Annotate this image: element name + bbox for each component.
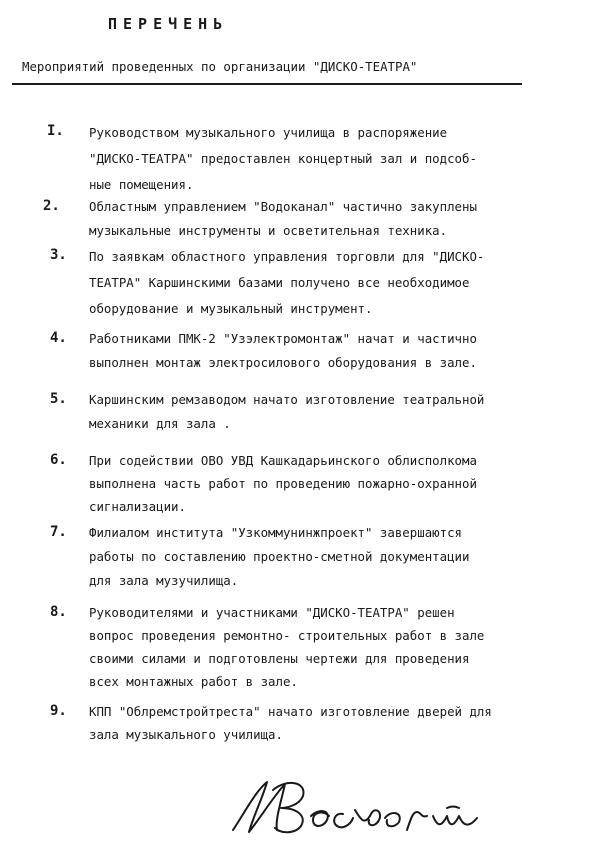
item-text: Руководством музыкального училища в распоряжение "ДИСКО-ТЕАТРА" предоставлен концертный зал и подсоб- ные помещения. — [89, 125, 477, 192]
document-subtitle: Мероприятий проведенных по организации "ДИСКО-ТЕАТРА" — [22, 59, 418, 74]
item-number: I. — [47, 123, 64, 139]
item-number: 7. — [50, 524, 67, 540]
item-text: Областным управлением "Водоканал" частично закуплены музыкальные инструменты и осветительная техника. — [89, 199, 477, 238]
item-number: 9. — [50, 703, 67, 719]
item-number: 8. — [50, 604, 67, 620]
item-text: При содействии ОВО УВД Кашкадарьинского облисполкома выполнена часть работ по проведению пожарно-охранной сигнализации. — [89, 453, 477, 514]
title-underline — [12, 83, 522, 85]
item-number: 5. — [50, 391, 67, 407]
handwritten-signature-icon — [215, 772, 515, 842]
item-number: 6. — [50, 452, 67, 468]
item-text: По заявкам областного управления торговли для "ДИСКО- ТЕАТРА" Каршинскими базами получено все необходимое оборудование и музыкальный инструмент. — [89, 249, 485, 316]
item-text: Филиалом института "Узкоммунинжпроект" завершаются работы по составлению проектно-сметной документации для зала музучилища. — [89, 525, 470, 588]
item-text: КПП "Облремстройтреста" начато изготовление дверей для зала музыкального училища. — [89, 704, 492, 742]
document-title: ПЕРЕЧЕНЬ — [108, 15, 229, 33]
item-number: 3. — [50, 247, 67, 263]
item-text: Каршинским ремзаводом начато изготовление театральной механики для зала . — [89, 392, 485, 431]
item-number: 2. — [43, 198, 60, 214]
item-text: Руководителями и участниками "ДИСКО-ТЕАТРА" решен вопрос проведения ремонтно- строительных работ в зале своими силами и подготовлены чертежи для проведения всех монтажных работ в зале. — [89, 605, 485, 689]
item-number: 4. — [50, 330, 67, 346]
item-text: Работниками ПМК-2 "Узэлектромонтаж" начат и частично выполнен монтаж электросилового оборудования в зале. — [89, 331, 477, 370]
